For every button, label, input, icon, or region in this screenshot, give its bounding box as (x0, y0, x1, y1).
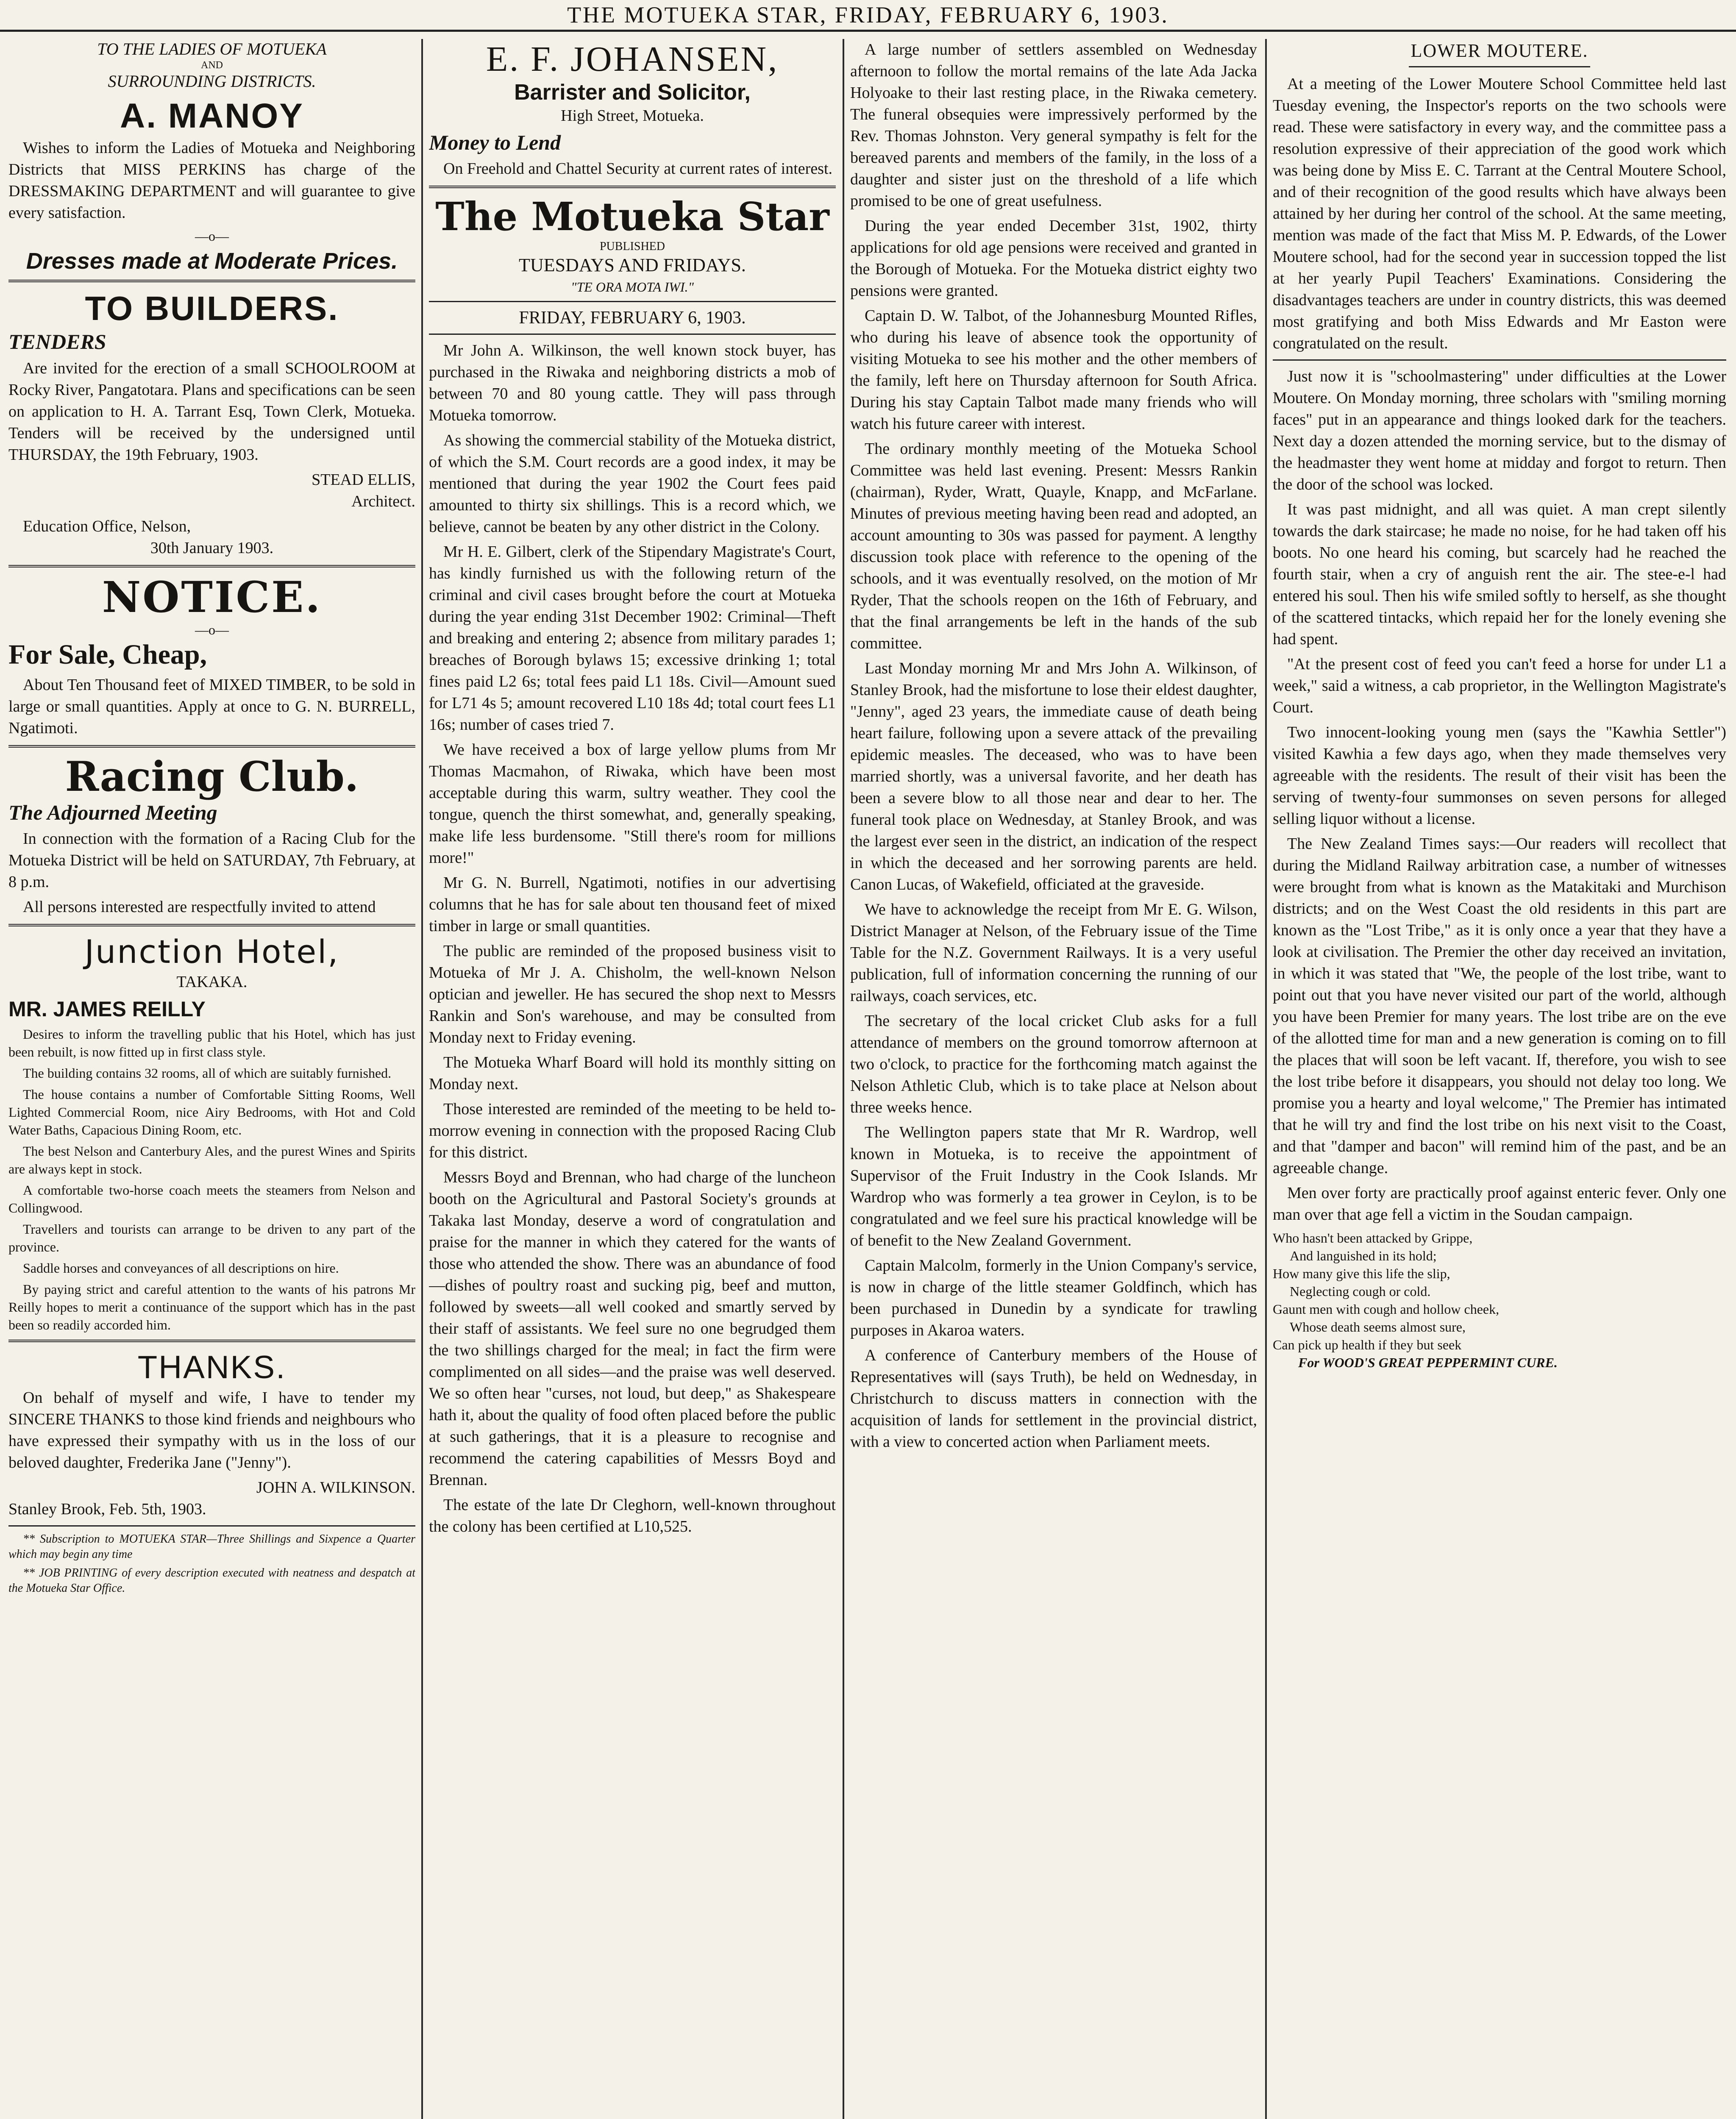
paper-name: The Motueka Star (435, 194, 829, 239)
news-paragraph: The New Zealand Times says:—Our readers will recollect that during the Midland Railway arbitration case, a number of witnesses were brought from what is known as the Matakitaki and Murchison districts; and on the West Coast the old residents in this part are known as the "Lost Tribe," as it is only once a year that they have a look at civilisation. The Premier the other day received an invitation, in which it was stated that "We, the people of the lost tribe, want to point out that you have never visited our part of the world, although you have been Premier for many years. The lost tribe are on the eve of the allotted time for man and a new generation is coming on to fill the places that will soon be left vacant. If, therefore, you wish to see the lost tribe before it disappears, you should not delay too long. We promise you a hearty and loyal welcome," The Premier has intimated that he will try and find the lost tribe on his next visit to the Coast, and that "damper and bacon" will remind him of the past, and be an agreeable change. (1273, 835, 1726, 1177)
ad-heading: TO THE LADIES OF MOTUEKA (97, 39, 327, 58)
news-paragraph: As showing the commercial stability of the Motueka district, of which the S.M. Court records are a good index, it may be mentioned that during the year 1902 the Court fees paid amounted to thirty six shillings. This is a record which, we believe, cannot be beaten by any other district in the Colony. (429, 431, 836, 536)
ad-date: 30th January 1903. (150, 539, 274, 557)
divider (8, 1525, 415, 1527)
masthead: THE MOTUEKA STAR, FRIDAY, FEBRUARY 6, 1903. (0, 0, 1736, 32)
news-paragraph: Captain D. W. Talbot, of the Johannesburg Mounted Rifles, who during his leave of absence took the opportunity of visiting Motueka to see his mother and the other members of the family, left here on Thursday afternoon for South Africa. During his stay Captain Talbot made many friends who will watch his future career with interest. (850, 307, 1257, 433)
section-heading: LOWER MOUTERE. (1410, 40, 1589, 61)
divider (429, 301, 836, 302)
ad-body: The house contains a number of Comfortable Sitting Rooms, Well Lighted Commercial Room, nice Airy Bedrooms, with Hot and Cold Water Baths, Capacious Dining Room, etc. (8, 1087, 415, 1137)
news-paragraph: The Motueka Wharf Board will hold its monthly sitting on Monday next. (429, 1054, 836, 1093)
news-paragraph: A conference of Canterbury members of the House of Representatives will (says Truth), be held on Wednesday, in Christchurch to discuss matters in connection with the acquisition of lands for settlement in the provincial district, with a view to concerted action when Parliament meets. (850, 1346, 1257, 1451)
ad-body: About Ten Thousand feet of MIXED TIMBER, to be sold in large or small quantities. Apply at once to G. N. BURRELL, Ngatimoti. (8, 676, 415, 737)
news-paragraph: At a meeting of the Lower Moutere School Committee held last Tuesday evening, the Inspector's reports on the two schools were read. These were satisfactory in every way, and the committee pass a resolution expressive of their appreciation of the good work which was being done by Miss E. C. Tarrant at the Central Moutere School, and of their recognition of the good results which have always been attained by her during her control of the school. At the same meeting, mention was made of the fact that Miss M. P. Edwards, of the Lower Moutere school, had for the second year in succession topped the list at her yearly Pupil Teachers' Examinations. Considering the disadvantages teachers are under in country districts, this was deemed most gratifying and both Miss Edwards and Mr Easton were congratulated on the result. (1273, 75, 1726, 352)
ad-title: THANKS. (137, 1349, 287, 1385)
ad-body: A comfortable two-horse coach meets the steamers from Nelson and Collingwood. (8, 1182, 415, 1215)
poem-line: For WOOD'S GREAT PEPPERMINT CURE. (1298, 1355, 1558, 1370)
ad-title: NOTICE. (102, 572, 322, 622)
ad-address: Education Office, Nelson, (23, 517, 191, 535)
news-paragraph: Mr G. N. Burrell, Ngatimoti, notifies in our advertising columns that he has for sale about ten thousand feet of mixed timber in large or small quantities. (429, 874, 836, 935)
news-paragraph: The public are reminded of the proposed business visit to Motueka of Mr J. A. Chisholm, the well-known Nelson optician and jeweller. He has secured the shop next to Messrs Rankin and Son's warehouse, and may be consulted from Monday next to Friday evening. (429, 942, 836, 1046)
ad-address: High Street, Motueka. (561, 107, 704, 125)
paper-motto: "TE ORA MOTA IWI." (571, 279, 694, 295)
divider (8, 280, 415, 282)
ad-body: In connection with the formation of a Racing Club for the Motueka District will be held on SATURDAY, 7th February, at 8 p.m. (8, 830, 415, 891)
news-paragraph: The ordinary monthly meeting of the Motueka School Committee was held last evening. Present: Messrs Rankin (chairman), Ryder, Wratt, Quayle, Knapp, and McFarlane. Minutes of previous meeting having been read and adopted, an account amounting to 30s was passed for payment. A lengthy discussion took place with reference to the opening of the schools, and it was eventually resolved, on the motion of Mr Ryder, That the schools reopen on the 16th of February, and that the final arrangements be left in the hands of the sub committee. (850, 440, 1257, 652)
paper-date: FRIDAY, FEBRUARY 6, 1903. (519, 308, 746, 328)
divider (1273, 359, 1726, 361)
footer-note: ** JOB PRINTING of every description executed with neatness and despatch at the Motueka Star Office. (8, 1566, 415, 1595)
ad-body: All persons interested are respectfully invited to attend (23, 898, 376, 916)
news-paragraph: Captain Malcolm, formerly in the Union Company's service, is now in charge of the little steamer Goldfinch, which has been purchased in Dunedin by a syndicate for trawling purposes in Akaroa waters. (850, 1257, 1257, 1339)
divider (429, 334, 836, 335)
paper-days: TUESDAYS AND FRIDAYS. (519, 255, 746, 275)
ad-owner: MR. JAMES REILLY (8, 997, 206, 1021)
news-paragraph: "At the present cost of feed you can't feed a horse for under L1 a week," said a witness, a cab proprietor, in the Wellington Magistrate's Court. (1273, 655, 1726, 716)
divider (8, 1340, 415, 1342)
ad-subtitle: For Sale, Cheap, (8, 639, 207, 670)
divider (1409, 66, 1590, 67)
news-paragraph: During the year ended December 31st, 1902, thirty applications for old age pensions were received and granted in the Borough of Motueka. For the Motueka district eighty two pensions were granted. (850, 217, 1257, 300)
racing-ad (8, 754, 415, 918)
thanks-ad (8, 1348, 415, 1520)
news-paragraph: Those interested are reminded of the meeting to be held to-morrow evening in connection with the proposed Racing Club for this district. (429, 1100, 836, 1161)
ad-body: The best Nelson and Canterbury Ales, and the purest Wines and Spirits are always kept in stock. (8, 1143, 415, 1176)
ad-body: Wishes to inform the Ladies of Motueka and Neighboring Districts that MISS PERKINS has charge of the DRESSMAKING DEPARTMENT and will guarantee to give every satisfaction. (8, 139, 415, 222)
footer-note: ** Subscription to MOTUEKA STAR—Three Shillings and Sixpence a Quarter which may begin any time (8, 1532, 415, 1561)
signature: JOHN A. WILKINSON. (256, 1479, 415, 1496)
divider (8, 745, 415, 748)
column-4 (1273, 39, 1726, 2119)
ad-subtitle: TENDERS (8, 330, 106, 353)
poem-line: Who hasn't been attacked by Grippe, (1273, 1230, 1473, 1246)
poem-line: Neglecting cough or cold. (1290, 1284, 1431, 1299)
ad-body: Travellers and tourists can arrange to be driven to any part of the province. (8, 1221, 415, 1254)
ad-title: Junction Hotel, (84, 933, 339, 971)
ad-place: TAKAKA. (176, 973, 248, 991)
column-2 (429, 39, 836, 2119)
poem-line: How many give this life the slip, (1273, 1266, 1450, 1281)
separator: —o— (195, 228, 229, 244)
ad-tagline: Dresses made at Moderate Prices. (26, 248, 398, 274)
ad-name: E. F. JOHANSEN, (486, 39, 779, 79)
news-paragraph: Men over forty are practically proof against enteric fever. Only one man over that age fell a victim in the Soudan campaign. (1273, 1184, 1726, 1224)
ad-title: Barrister and Solicitor, (514, 80, 751, 105)
ad-body: Saddle horses and conveyances of all descriptions on hire. (23, 1260, 339, 1276)
ad-body: The building contains 32 rooms, all of which are suitably furnished. (23, 1065, 392, 1081)
news-paragraph: The Wellington papers state that Mr R. Wardrop, well known in Motueka, is to receive the appointment of Supervisor of the Fruit Industry in the Cook Islands. Mr Wardrop who was formerly a tea grower in Ceylon, is to be congratulated and we feel sure his practical knowledge will be of benefit to the New Zealand Government. (850, 1123, 1257, 1249)
poem-line: Gaunt men with cough and hollow cheek, (1273, 1301, 1500, 1317)
signature: Architect. (351, 492, 415, 510)
news-paragraph: Messrs Boyd and Brennan, who had charge of the luncheon booth on the Agricultural and Pastoral Society's grounds at Takaka last Monday, deserve a word of congratulation and praise for the manner in which they catered for the wants of those who attended the show. There was an abundance of food—dishes of poultry roast and sucking pig, beef and mutton, followed by sweets—all well cooked and smartly served by their staff of assistants. We feel sure no one begrudged them the two shillings charged for the meal; in fact the firm were complimented on all sides—and the praise was well deserved. We so often hear "curses, not loud, but deep," as Shakespeare hath it, about the quality of food often placed before the public at such gatherings, that it is a pleasure to recognise and recommend the catering capabilities of Messrs Boyd and Brennan. (429, 1168, 836, 1489)
poem-line: And languished in its hold; (1290, 1248, 1437, 1263)
ad-heading: AND (201, 60, 223, 71)
ad-body: Desires to inform the travelling public that his Hotel, which has just been rebuilt, is now fitted up in first class style. (8, 1026, 415, 1060)
news-paragraph: We have received a box of large yellow plums from Mr Thomas Macmahon, of Riwaka, which have been most acceptable during this warm, sultry weather. They cool the tongue, quench the thirst somewhat, and, generally speaking, make life less burdensome. "Still there's room for millions more!" (429, 741, 836, 867)
divider (8, 924, 415, 926)
ad-body: Are invited for the erection of a small SCHOOLROOM at Rocky River, Pangatotara. Plans and specifications can be seen on application to H. A. Tarrant Esq, Town Clerk, Motueka. Tenders will be received by the undersigned until THURSDAY, the 19th February, 1903. (8, 359, 415, 464)
hotel-ad (8, 932, 415, 1334)
news-paragraph: The estate of the late Dr Cleghorn, well-known throughout the colony has been certified at L10,525. (429, 1496, 836, 1535)
column-1 (8, 39, 415, 2119)
news-paragraph: Two innocent-looking young men (says the "Kawhia Settler") visited Kawhia a few days ago, when they made themselves very agreeable with the residents. The result of their visit has been the serving of twenty-four summonses on seven persons for alleged selling liquor without a license. (1273, 723, 1726, 828)
news-paragraph: Just now it is "schoolmastering" under difficulties at the Lower Moutere. On Monday morning, three scholars with "smiling morning faces" put in an appearance and things looked dark for the teachers. Next day a dozen attended the morning service, but to the dismay of the headmaster they went home at midday and forgot to return. Then the door of the school was locked. (1273, 367, 1726, 493)
paper-published: PUBLISHED (599, 240, 665, 253)
builders-ad (8, 288, 415, 559)
news-paragraph: We have to acknowledge the receipt from Mr E. G. Wilson, District Manager at Nelson, of the February issue of the Time Table for the N.Z. Government Railways. It is a very useful publication, full of information concerning the running of our railways, coach services, etc. (850, 901, 1257, 1005)
poem (1273, 1229, 1726, 1371)
ad-name: A. MANOY (120, 97, 304, 135)
separator: —o— (195, 622, 229, 637)
ad-body: On behalf of myself and wife, I have to tender my SINCERE THANKS to those kind friends and neighbours who have expressed their sympathy with us in the loss of our beloved daughter, Frederika Jane ("Jenny"). (8, 1389, 415, 1471)
signature: STEAD ELLIS, (312, 471, 415, 489)
ad-subtitle: Money to Lend (429, 131, 561, 154)
ad-subtitle: The Adjourned Meeting (8, 801, 217, 824)
poem-line: Whose death seems almost sure, (1290, 1319, 1466, 1335)
ad-title: Racing Club. (65, 753, 359, 801)
ad-heading: SURROUNDING DISTRICTS. (108, 72, 316, 91)
johansen-ad (429, 39, 836, 180)
paper-nameplate (429, 194, 836, 335)
divider (8, 565, 415, 567)
manoy-ad (8, 39, 415, 274)
news-paragraph: Mr John A. Wilkinson, the well known stock buyer, has purchased in the Riwaka and neighboring districts a mob of between 70 and 80 young cattle. They will pass through Motueka tomorrow. (429, 342, 836, 424)
column-3 (850, 39, 1257, 2119)
notice-ad (8, 573, 415, 739)
column-rule (421, 39, 423, 2119)
ad-body: On Freehold and Chattel Security at current rates of interest. (443, 160, 833, 178)
news-paragraph: The secretary of the local cricket Club asks for a full attendance of members on the ground tomorrow afternoon at two o'clock, to practice for the forthcoming match against the Nelson Athletic Club, which is to take place at Nelson about three weeks hence. (850, 1012, 1257, 1116)
news-paragraph: Mr H. E. Gilbert, clerk of the Stipendary Magistrate's Court, has kindly furnished us with the following return of the criminal and civil cases brought before the court at Motueka during the year ending 31st December 1902: Criminal—Theft and breaking and entering 2; absence from military parades 1; breaches of Borough bylaws 15; excessive drinking 1; total fines paid L2 6s; total fees paid L1 18s. Civil—Amount sued for L71 4s 5; amount recovered L10 18s 4d; total court fees L1 16s; number of cases tried 7. (429, 543, 836, 734)
column-rule (1265, 39, 1267, 2119)
news-paragraph: A large number of settlers assembled on Wednesday afternoon to follow the mortal remains of the late Ada Jacka Holyoake to their last resting place, in the Riwaka cemetery. The funeral obsequies were impressively performed by the Rev. Thomas Johnston. Very general sympathy is felt for the bereaved parents and members of the family, in the loss of a daughter and sister just on the threshold of a life which promised to be one of great usefulness. (850, 41, 1257, 210)
news-paragraph: It was past midnight, and all was quiet. A man crept silently towards the dark staircase; he made no noise, for he had taken off his boots. No one heard his coming, but scarcely had he reached the fourth stair, when a cry of anguish rent the air. The stee-e-l had entered his soul. Then his wife smiled softly to herself, as she thought of the scattered tintacks, which repaid her for the lonely evening she had spent. (1273, 501, 1726, 648)
divider (429, 186, 836, 188)
news-paragraph: Last Monday morning Mr and Mrs John A. Wilkinson, of Stanley Brook, had the misfortune to lose their eldest daughter, "Jenny", aged 23 years, the immediate cause of death being heart failure, following upon a severe attack of the prevailing epidemic measles. The deceased, who was to have been married shortly, was a universal favorite, and her death has been a severe blow to all those near and dear to her. The funeral took place on Wednesday, at Stanley Brook, and was the largest ever seen in the district, an indication of the respect in which the deceased and her sorrowing parents are held. Canon Lucas, of Wakefield, officiated at the graveside. (850, 659, 1257, 893)
column-rule (843, 39, 844, 2119)
poem-line: Can pick up health if they but seek (1273, 1337, 1462, 1352)
ad-title: TO BUILDERS. (85, 289, 339, 327)
ad-body: By paying strict and careful attention to the wants of his patrons Mr Reilly hopes to merit a continuance of the support which has in the past been so readily accorded him. (8, 1282, 415, 1332)
ad-date: Stanley Brook, Feb. 5th, 1903. (8, 1500, 206, 1518)
